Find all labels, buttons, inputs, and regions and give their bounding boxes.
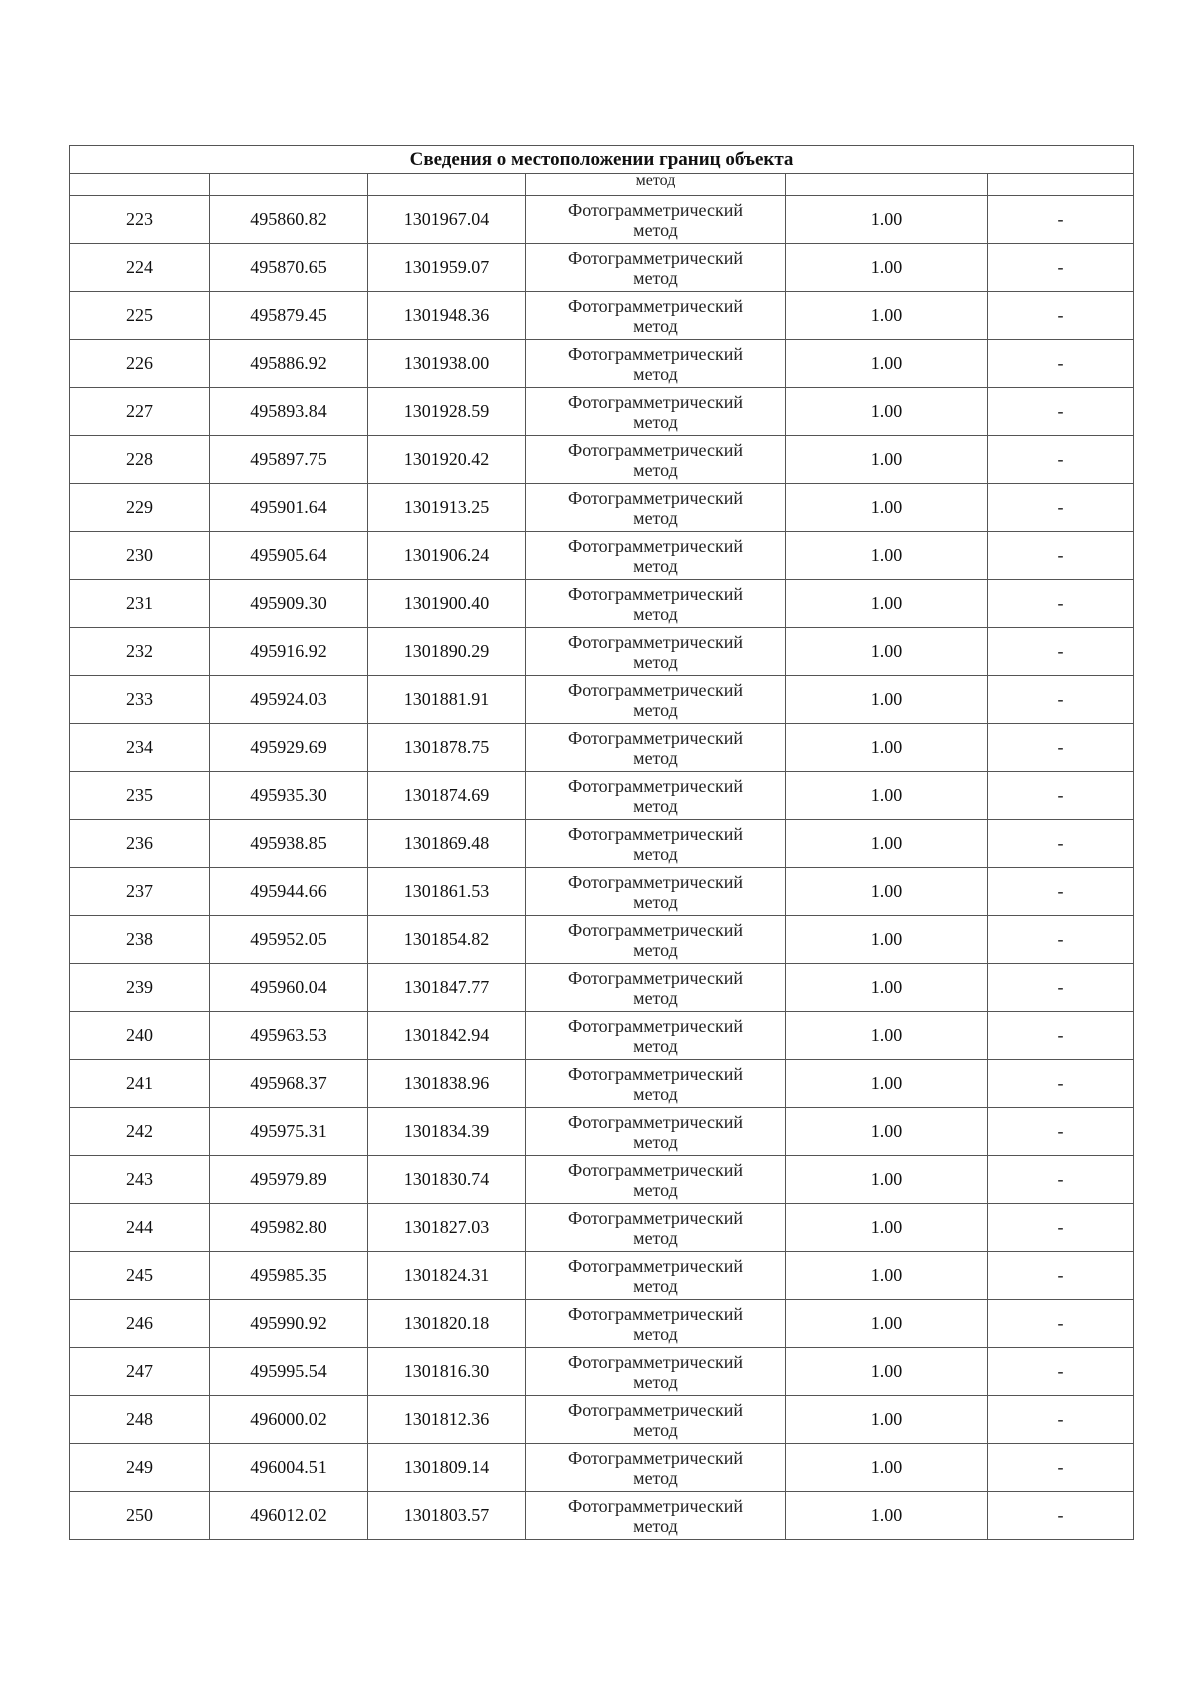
cell-accuracy: 1.00	[786, 1060, 988, 1108]
cell-description: -	[988, 244, 1134, 292]
cell-x: 495938.85	[210, 820, 368, 868]
cell-description: -	[988, 388, 1134, 436]
cell-x: 495963.53	[210, 1012, 368, 1060]
cell-y: 1301827.03	[368, 1204, 526, 1252]
cell-x: 495929.69	[210, 724, 368, 772]
cell-accuracy: 1.00	[786, 868, 988, 916]
cell-accuracy: 1.00	[786, 1012, 988, 1060]
method-line-1: Фотограмметрический	[568, 295, 743, 316]
cell-method	[526, 964, 786, 1012]
boundary-coordinates-sheet	[69, 145, 1133, 1540]
method-line-1: Фотограмметрический	[568, 679, 743, 700]
cell-method	[526, 292, 786, 340]
cell-description: -	[988, 1252, 1134, 1300]
method-line-2: метод	[633, 795, 678, 816]
method-line-1: Фотограмметрический	[568, 487, 743, 508]
table-row	[70, 340, 1134, 388]
cell-description: -	[988, 1012, 1134, 1060]
method-line-1: Фотограмметрический	[568, 1399, 743, 1420]
cell-y: 1301920.42	[368, 436, 526, 484]
cell-method	[526, 196, 786, 244]
table-row	[70, 1012, 1134, 1060]
cell-description: -	[988, 676, 1134, 724]
cell-x	[210, 174, 368, 196]
table-row	[70, 772, 1134, 820]
cell-x: 495879.45	[210, 292, 368, 340]
cell-accuracy: 1.00	[786, 916, 988, 964]
cell-x: 495995.54	[210, 1348, 368, 1396]
cell-method	[526, 436, 786, 484]
method-line-2: метод	[633, 1419, 678, 1440]
cell-point-number: 238	[70, 916, 210, 964]
method-line-2: метод	[633, 843, 678, 864]
cell-description: -	[988, 532, 1134, 580]
table-row	[70, 1252, 1134, 1300]
method-line-1: Фотограмметрический	[568, 199, 743, 220]
cell-accuracy: 1.00	[786, 436, 988, 484]
method-line-1: Фотограмметрический	[568, 439, 743, 460]
method-line-2: метод	[633, 267, 678, 288]
table-row	[70, 388, 1134, 436]
cell-y: 1301878.75	[368, 724, 526, 772]
cell-point-number: 232	[70, 628, 210, 676]
cell-y: 1301820.18	[368, 1300, 526, 1348]
cell-description: -	[988, 724, 1134, 772]
table-row	[70, 196, 1134, 244]
cell-point-number: 235	[70, 772, 210, 820]
method-line-2: метод	[633, 1323, 678, 1344]
cell-description: -	[988, 1156, 1134, 1204]
method-line-2: метод	[633, 603, 678, 624]
method-line-1: Фотограмметрический	[568, 1303, 743, 1324]
table-row	[70, 1060, 1134, 1108]
method-line-2: метод	[633, 315, 678, 336]
cell-point-number: 242	[70, 1108, 210, 1156]
table-row	[70, 244, 1134, 292]
cell-description: -	[988, 292, 1134, 340]
continuation-row	[70, 174, 1134, 196]
cell-point-number: 240	[70, 1012, 210, 1060]
cell-x: 495909.30	[210, 580, 368, 628]
method-line-2: метод	[633, 507, 678, 528]
method-line-1: Фотограмметрический	[568, 871, 743, 892]
table-row	[70, 1444, 1134, 1492]
cell-description: -	[988, 484, 1134, 532]
method-line-2: метод	[633, 699, 678, 720]
method-line-2: метод	[633, 939, 678, 960]
cell-description: -	[988, 580, 1134, 628]
method-line-1: Фотограмметрический	[568, 1447, 743, 1468]
cell-x: 496004.51	[210, 1444, 368, 1492]
cell-y: 1301809.14	[368, 1444, 526, 1492]
table-row	[70, 532, 1134, 580]
cell-accuracy: 1.00	[786, 676, 988, 724]
cell-y: 1301830.74	[368, 1156, 526, 1204]
cell-point-number: 225	[70, 292, 210, 340]
cell-description: -	[988, 964, 1134, 1012]
cell-y: 1301948.36	[368, 292, 526, 340]
cell-point-number	[70, 174, 210, 196]
cell-y	[368, 174, 526, 196]
cell-description: -	[988, 1300, 1134, 1348]
cell-method	[526, 772, 786, 820]
cell-method	[526, 484, 786, 532]
table-row	[70, 628, 1134, 676]
table-row	[70, 580, 1134, 628]
cell-y: 1301842.94	[368, 1012, 526, 1060]
method-line-1: Фотограмметрический	[568, 247, 743, 268]
cell-x: 496012.02	[210, 1492, 368, 1540]
table-row	[70, 484, 1134, 532]
table-row	[70, 1348, 1134, 1396]
table-row	[70, 1300, 1134, 1348]
cell-accuracy: 1.00	[786, 484, 988, 532]
cell-x: 495952.05	[210, 916, 368, 964]
cell-y: 1301834.39	[368, 1108, 526, 1156]
cell-y: 1301890.29	[368, 628, 526, 676]
cell-accuracy: 1.00	[786, 532, 988, 580]
method-line-2: метод	[633, 1227, 678, 1248]
cell-method	[526, 244, 786, 292]
cell-x: 495968.37	[210, 1060, 368, 1108]
cell-x: 495897.75	[210, 436, 368, 484]
cell-point-number: 245	[70, 1252, 210, 1300]
cell-x: 495982.80	[210, 1204, 368, 1252]
table-row	[70, 436, 1134, 484]
cell-description: -	[988, 868, 1134, 916]
cell-point-number: 241	[70, 1060, 210, 1108]
cell-description: -	[988, 1396, 1134, 1444]
cell-point-number: 236	[70, 820, 210, 868]
cell-accuracy: 1.00	[786, 1204, 988, 1252]
cell-method	[526, 1156, 786, 1204]
method-line-2: метод	[633, 1467, 678, 1488]
method-line-2: метод	[633, 219, 678, 240]
cell-point-number: 239	[70, 964, 210, 1012]
cell-description: -	[988, 628, 1134, 676]
method-line-1: Фотограмметрический	[568, 1351, 743, 1372]
cell-x: 495886.92	[210, 340, 368, 388]
cell-accuracy: 1.00	[786, 628, 988, 676]
cell-method	[526, 580, 786, 628]
cell-x: 495893.84	[210, 388, 368, 436]
method-line-1: Фотограмметрический	[568, 727, 743, 748]
cell-method	[526, 1444, 786, 1492]
cell-x: 496000.02	[210, 1396, 368, 1444]
table-row	[70, 964, 1134, 1012]
table-row	[70, 1396, 1134, 1444]
method-line-2: метод	[633, 555, 678, 576]
method-line-2: метод	[633, 987, 678, 1008]
cell-accuracy: 1.00	[786, 196, 988, 244]
cell-method	[526, 724, 786, 772]
cell-point-number: 244	[70, 1204, 210, 1252]
cell-y: 1301967.04	[368, 196, 526, 244]
cell-method	[526, 1012, 786, 1060]
cell-y: 1301803.57	[368, 1492, 526, 1540]
cell-x: 495924.03	[210, 676, 368, 724]
cell-y: 1301854.82	[368, 916, 526, 964]
cell-description: -	[988, 1492, 1134, 1540]
cell-accuracy: 1.00	[786, 1252, 988, 1300]
cell-point-number: 247	[70, 1348, 210, 1396]
cell-method	[526, 1396, 786, 1444]
cell-accuracy: 1.00	[786, 724, 988, 772]
cell-x: 495985.35	[210, 1252, 368, 1300]
method-line-2: метод	[633, 1275, 678, 1296]
table-row	[70, 868, 1134, 916]
cell-method	[526, 868, 786, 916]
cell-y: 1301900.40	[368, 580, 526, 628]
cell-description: -	[988, 196, 1134, 244]
cell-y: 1301838.96	[368, 1060, 526, 1108]
cell-accuracy: 1.00	[786, 1444, 988, 1492]
cell-x: 495860.82	[210, 196, 368, 244]
cell-accuracy: 1.00	[786, 388, 988, 436]
cell-x: 495901.64	[210, 484, 368, 532]
cell-method	[526, 628, 786, 676]
table-row	[70, 1156, 1134, 1204]
cell-point-number: 224	[70, 244, 210, 292]
cell-y: 1301906.24	[368, 532, 526, 580]
cell-method	[526, 340, 786, 388]
method-line-2: метод	[633, 363, 678, 384]
cell-accuracy: 1.00	[786, 1396, 988, 1444]
cell-accuracy: 1.00	[786, 1348, 988, 1396]
cell-point-number: 249	[70, 1444, 210, 1492]
method-line-1: Фотограмметрический	[568, 343, 743, 364]
cell-description: -	[988, 820, 1134, 868]
table-row	[70, 820, 1134, 868]
cell-accuracy: 1.00	[786, 964, 988, 1012]
method-line-1: Фотограмметрический	[568, 823, 743, 844]
cell-y: 1301938.00	[368, 340, 526, 388]
cell-point-number: 223	[70, 196, 210, 244]
cell-y: 1301874.69	[368, 772, 526, 820]
cell-point-number: 227	[70, 388, 210, 436]
cell-x: 495975.31	[210, 1108, 368, 1156]
method-line-1: Фотограмметрический	[568, 1063, 743, 1084]
table-row	[70, 724, 1134, 772]
cell-y: 1301861.53	[368, 868, 526, 916]
method-line-1: Фотограмметрический	[568, 967, 743, 988]
cell-accuracy: 1.00	[786, 1108, 988, 1156]
cell-y: 1301869.48	[368, 820, 526, 868]
method-line-2: метод	[633, 411, 678, 432]
cell-accuracy	[786, 174, 988, 196]
cell-description: -	[988, 772, 1134, 820]
method-line-1: Фотограмметрический	[568, 1159, 743, 1180]
cell-point-number: 230	[70, 532, 210, 580]
cell-point-number: 248	[70, 1396, 210, 1444]
cell-description: -	[988, 1060, 1134, 1108]
cell-method	[526, 1300, 786, 1348]
method-line-2: метод	[633, 459, 678, 480]
cell-method	[526, 1492, 786, 1540]
cell-x: 495960.04	[210, 964, 368, 1012]
cell-description: -	[988, 1108, 1134, 1156]
cell-point-number: 234	[70, 724, 210, 772]
cell-description: -	[988, 1348, 1134, 1396]
table-row	[70, 1108, 1134, 1156]
cell-x: 495870.65	[210, 244, 368, 292]
method-line-1: Фотограмметрический	[568, 1111, 743, 1132]
cell-method	[526, 820, 786, 868]
cell-point-number: 246	[70, 1300, 210, 1348]
cell-method	[526, 1108, 786, 1156]
cell-description: -	[988, 916, 1134, 964]
cell-method	[526, 532, 786, 580]
table-row	[70, 1204, 1134, 1252]
cell-y: 1301816.30	[368, 1348, 526, 1396]
method-line-1: Фотограмметрический	[568, 1255, 743, 1276]
cell-accuracy: 1.00	[786, 820, 988, 868]
cell-method	[526, 388, 786, 436]
cell-point-number: 231	[70, 580, 210, 628]
method-line-1: Фотограмметрический	[568, 391, 743, 412]
method-line-1: Фотограмметрический	[568, 535, 743, 556]
cell-y: 1301812.36	[368, 1396, 526, 1444]
cell-accuracy: 1.00	[786, 1300, 988, 1348]
cell-y: 1301824.31	[368, 1252, 526, 1300]
cell-point-number: 250	[70, 1492, 210, 1540]
method-line-2: метод	[633, 1131, 678, 1152]
table-row	[70, 292, 1134, 340]
table-row	[70, 1492, 1134, 1540]
method-line-1: Фотограмметрический	[568, 1207, 743, 1228]
method-line-2: метод	[633, 1515, 678, 1536]
cell-method: метод	[526, 174, 786, 196]
method-line-2: метод	[633, 747, 678, 768]
cell-x: 495990.92	[210, 1300, 368, 1348]
cell-point-number: 233	[70, 676, 210, 724]
method-line-2: метод	[633, 1083, 678, 1104]
method-line-1: Фотограмметрический	[568, 583, 743, 604]
cell-y: 1301959.07	[368, 244, 526, 292]
method-line-2: метод	[633, 1371, 678, 1392]
table-row	[70, 916, 1134, 964]
cell-y: 1301847.77	[368, 964, 526, 1012]
method-line-1: Фотограмметрический	[568, 775, 743, 796]
cell-description: -	[988, 340, 1134, 388]
table-row	[70, 676, 1134, 724]
cell-description	[988, 174, 1134, 196]
cell-point-number: 237	[70, 868, 210, 916]
cell-accuracy: 1.00	[786, 340, 988, 388]
cell-method	[526, 1204, 786, 1252]
method-line-1: Фотограмметрический	[568, 631, 743, 652]
cell-method	[526, 676, 786, 724]
method-line-2: метод	[633, 651, 678, 672]
method-line-2: метод	[633, 1035, 678, 1056]
method-line-1: Фотограмметрический	[568, 919, 743, 940]
cell-accuracy: 1.00	[786, 1492, 988, 1540]
method-line-1: Фотограмметрический	[568, 1495, 743, 1516]
cell-point-number: 226	[70, 340, 210, 388]
cell-x: 495935.30	[210, 772, 368, 820]
cell-accuracy: 1.00	[786, 1156, 988, 1204]
cell-method	[526, 1252, 786, 1300]
cell-point-number: 228	[70, 436, 210, 484]
method-line-2: метод	[633, 1179, 678, 1200]
cell-x: 495979.89	[210, 1156, 368, 1204]
boundary-coordinates-table	[69, 145, 1134, 1540]
cell-description: -	[988, 436, 1134, 484]
cell-x: 495905.64	[210, 532, 368, 580]
table-title: Сведения о местоположении границ объекта	[70, 146, 1134, 174]
cell-description: -	[988, 1204, 1134, 1252]
cell-point-number: 229	[70, 484, 210, 532]
cell-accuracy: 1.00	[786, 772, 988, 820]
cell-accuracy: 1.00	[786, 292, 988, 340]
cell-method	[526, 916, 786, 964]
cell-x: 495916.92	[210, 628, 368, 676]
cell-y: 1301881.91	[368, 676, 526, 724]
cell-accuracy: 1.00	[786, 244, 988, 292]
cell-description: -	[988, 1444, 1134, 1492]
method-line-2: метод	[633, 891, 678, 912]
cell-method	[526, 1348, 786, 1396]
cell-method	[526, 1060, 786, 1108]
cell-y: 1301913.25	[368, 484, 526, 532]
cell-accuracy: 1.00	[786, 580, 988, 628]
cell-x: 495944.66	[210, 868, 368, 916]
method-line-1: Фотограмметрический	[568, 1015, 743, 1036]
cell-point-number: 243	[70, 1156, 210, 1204]
cell-y: 1301928.59	[368, 388, 526, 436]
